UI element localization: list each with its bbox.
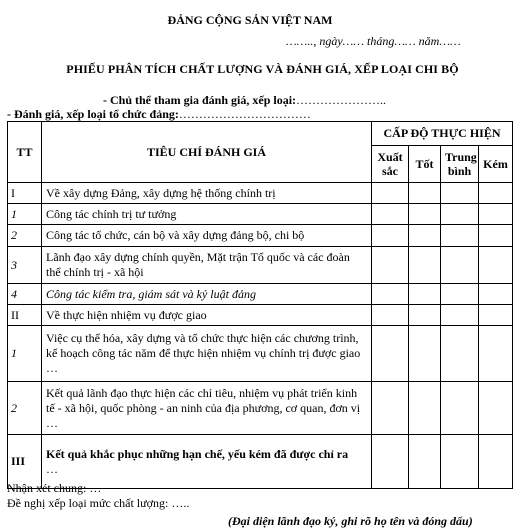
form-title: PHIẾU PHÂN TÍCH CHẤT LƯỢNG VÀ ĐÁNH GIÁ, XẾP LOẠI CHI BỘ xyxy=(66,62,459,76)
table-row xyxy=(8,305,513,326)
row-number: 3 xyxy=(8,247,42,284)
level-cell[interactable] xyxy=(441,247,479,284)
row-number: II xyxy=(8,305,42,326)
level-cell[interactable] xyxy=(409,305,441,326)
row-criterion-text: Kết quả khắc phục những hạn chế, yếu kém đã được chỉ ra xyxy=(46,446,349,461)
level-cell[interactable] xyxy=(409,247,441,284)
row-criterion: Công tác chính trị tư tưởng xyxy=(42,204,372,225)
level-cell[interactable] xyxy=(441,225,479,247)
row-number: III xyxy=(8,435,42,489)
level-cell[interactable] xyxy=(372,225,409,247)
level-cell[interactable] xyxy=(479,204,513,225)
row-number: 1 xyxy=(8,204,42,225)
org-dots[interactable]: …………………………… xyxy=(178,107,311,121)
level-cell[interactable] xyxy=(409,183,441,204)
level-cell[interactable] xyxy=(441,435,479,489)
org-line xyxy=(7,107,311,122)
row-number: 2 xyxy=(8,382,42,435)
row-number: 4 xyxy=(8,284,42,305)
table-row xyxy=(8,225,513,247)
header-level-average: Trung bình xyxy=(441,146,479,183)
level-cell[interactable] xyxy=(441,183,479,204)
header-level-poor: Kém xyxy=(479,146,513,183)
criteria-table xyxy=(7,121,513,489)
row-criterion: Về thực hiện nhiệm vụ được giao xyxy=(42,305,372,326)
row-number: 1 xyxy=(8,326,42,382)
signature-note: (Đại diện lãnh đạo ký, ghi rõ họ tên và đóng dấu) xyxy=(228,514,473,528)
level-cell[interactable] xyxy=(441,326,479,382)
header-level: CẤP ĐỘ THỰC HIỆN xyxy=(372,122,513,146)
level-cell[interactable] xyxy=(441,284,479,305)
row-number: I xyxy=(8,183,42,204)
header-tt: TT xyxy=(8,122,42,183)
row-criterion-extra: … xyxy=(46,461,58,476)
level-cell[interactable] xyxy=(479,284,513,305)
subject-dots[interactable]: ………………….. xyxy=(296,93,387,107)
row-criterion: Lãnh đạo xây dựng chính quyền, Mặt trận Tổ quốc và các đoàn thể chính trị - xã hội xyxy=(42,247,372,284)
row-number: 2 xyxy=(8,225,42,247)
level-cell[interactable] xyxy=(479,225,513,247)
row-criterion: Về xây dựng Đảng, xây dựng hệ thống chính trị xyxy=(42,183,372,204)
header-level-good: Tốt xyxy=(409,146,441,183)
row-criterion: Công tác tổ chức, cán bộ và xây dựng đảng bộ, chi bộ xyxy=(42,225,372,247)
level-cell[interactable] xyxy=(372,326,409,382)
level-cell[interactable] xyxy=(441,382,479,435)
level-cell[interactable] xyxy=(479,326,513,382)
table-row xyxy=(8,183,513,204)
level-cell[interactable] xyxy=(409,435,441,489)
party-name: ĐẢNG CỘNG SẢN VIỆT NAM xyxy=(167,13,333,27)
date-line: …….., ngày…… tháng…… năm…… xyxy=(286,34,461,48)
level-cell[interactable] xyxy=(441,204,479,225)
level-cell[interactable] xyxy=(441,305,479,326)
level-cell[interactable] xyxy=(409,382,441,435)
level-cell[interactable] xyxy=(479,305,513,326)
general-comment[interactable]: Nhận xét chung: … xyxy=(7,481,102,495)
subject-label: - Chủ thể tham gia đánh giá, xếp loại: xyxy=(103,93,297,107)
table-row xyxy=(8,284,513,305)
level-cell[interactable] xyxy=(372,183,409,204)
level-cell[interactable] xyxy=(409,225,441,247)
level-cell[interactable] xyxy=(372,305,409,326)
level-cell[interactable] xyxy=(409,284,441,305)
table-row xyxy=(8,204,513,225)
table-row xyxy=(8,382,513,435)
level-cell[interactable] xyxy=(409,326,441,382)
row-criterion: Việc cụ thể hóa, xây dựng và tổ chức thực hiện các chương trình, kế hoạch công tác năm để thực hiện nhiệm vụ chính trị được giao … xyxy=(42,326,372,382)
table-row xyxy=(8,326,513,382)
level-cell[interactable] xyxy=(409,204,441,225)
level-cell[interactable] xyxy=(372,204,409,225)
header-level-excellent: Xuất sắc xyxy=(372,146,409,183)
level-cell[interactable] xyxy=(479,435,513,489)
subject-line xyxy=(103,93,386,108)
row-criterion: Công tác kiểm tra, giám sát và kỷ luật đảng xyxy=(42,284,372,305)
level-cell[interactable] xyxy=(479,183,513,204)
level-cell[interactable] xyxy=(372,247,409,284)
org-label: - Đánh giá, xếp loại tổ chức đảng: xyxy=(7,107,179,121)
level-cell[interactable] xyxy=(372,284,409,305)
proposal-line[interactable]: Đề nghị xếp loại mức chất lượng: ….. xyxy=(7,496,190,510)
level-cell[interactable] xyxy=(479,382,513,435)
table-row xyxy=(8,247,513,284)
header-criteria: TIÊU CHÍ ĐÁNH GIÁ xyxy=(42,122,372,183)
level-cell[interactable] xyxy=(372,435,409,489)
level-cell[interactable] xyxy=(479,247,513,284)
level-cell[interactable] xyxy=(372,382,409,435)
row-criterion: Kết quả lãnh đạo thực hiện các chỉ tiêu, nhiệm vụ phát triển kinh tế - xã hội, quốc phòng - an ninh của địa phương, cơ quan, đơn vị … xyxy=(42,382,372,435)
